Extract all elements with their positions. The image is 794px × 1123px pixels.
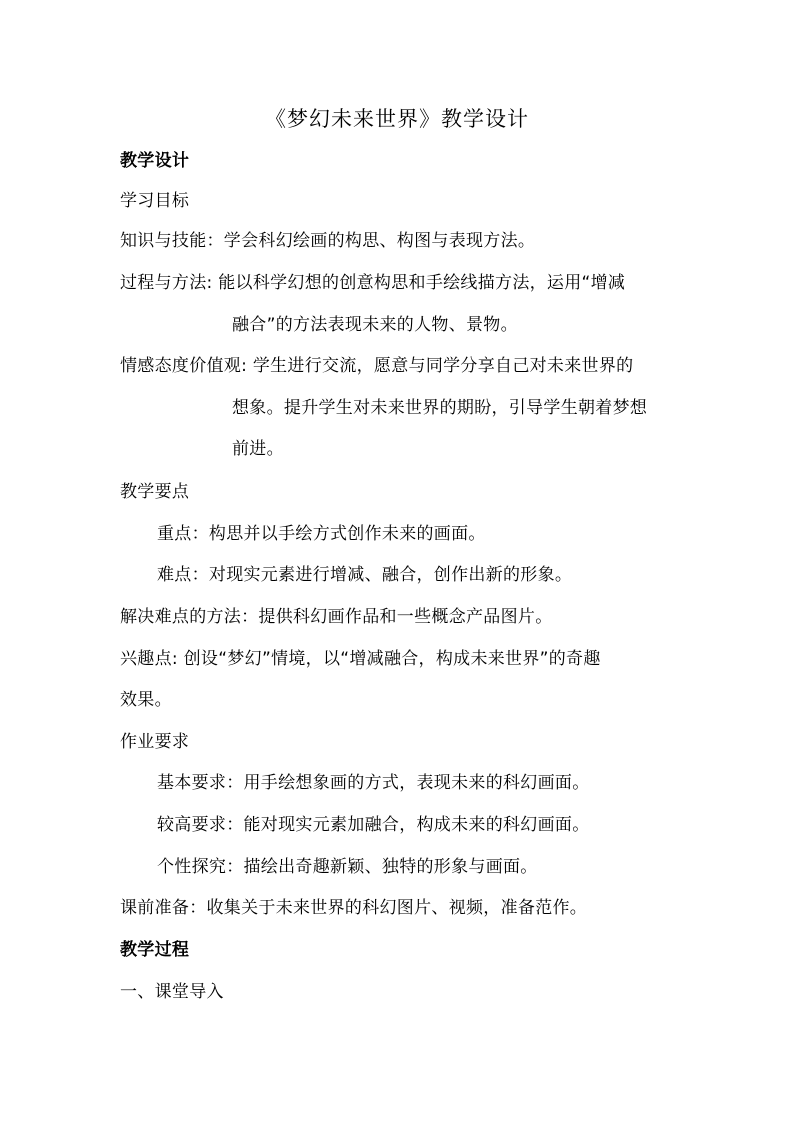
class-preparation: 课前准备：收集关于未来世界的科幻图片、视频，准备范作。 <box>120 898 588 918</box>
homework-heading: 作业要求 <box>120 732 190 752</box>
intro-heading: 一、课堂导入 <box>120 982 224 1002</box>
difficulty-text: 难点：对现实元素进行增减、融合，创作出新的形象。 <box>157 565 573 585</box>
process-method-line-2: 融合”的方法表现未来的人物、景物。 <box>232 315 518 335</box>
teaching-process-heading: 教学过程 <box>120 940 190 960</box>
document-title: 《梦幻未来世界》教学设计 <box>265 107 529 131</box>
emotion-values-line-1: 情感态度价值观: 学生进行交流，愿意与同学分享自己对未来世界的 <box>120 356 634 376</box>
interest-line-1: 兴趣点: 创设“梦幻”情境，以“增减融合，构成未来世界”的奇趣 <box>120 649 601 669</box>
process-method-line-1: 过程与方法: 能以科学幻想的创意构思和手绘线描方法，运用“增减 <box>120 273 626 293</box>
interest-line-2: 效果。 <box>120 690 172 710</box>
emotion-values-line-2: 想象。提升学生对未来世界的期盼，引导学生朝着梦想 <box>232 398 648 418</box>
focus-text: 重点：构思并以手绘方式创作未来的画面。 <box>157 524 486 544</box>
solution-text: 解决难点的方法：提供科幻画作品和一些概念产品图片。 <box>120 607 553 627</box>
objectives-heading: 学习目标 <box>120 191 190 211</box>
emotion-values-line-3: 前进。 <box>232 439 284 459</box>
keypoints-heading: 教学要点 <box>120 482 190 502</box>
personal-exploration: 个性探究：描绘出奇趣新颖、独特的形象与画面。 <box>157 857 538 877</box>
design-heading: 教学设计 <box>120 151 190 171</box>
basic-requirement: 基本要求：用手绘想象画的方式，表现未来的科幻画面。 <box>157 773 590 793</box>
knowledge-skills-text: 知识与技能：学会科幻绘画的构思、构图与表现方法。 <box>120 231 536 251</box>
higher-requirement: 较高要求：能对现实元素加融合，构成未来的科幻画面。 <box>157 815 590 835</box>
